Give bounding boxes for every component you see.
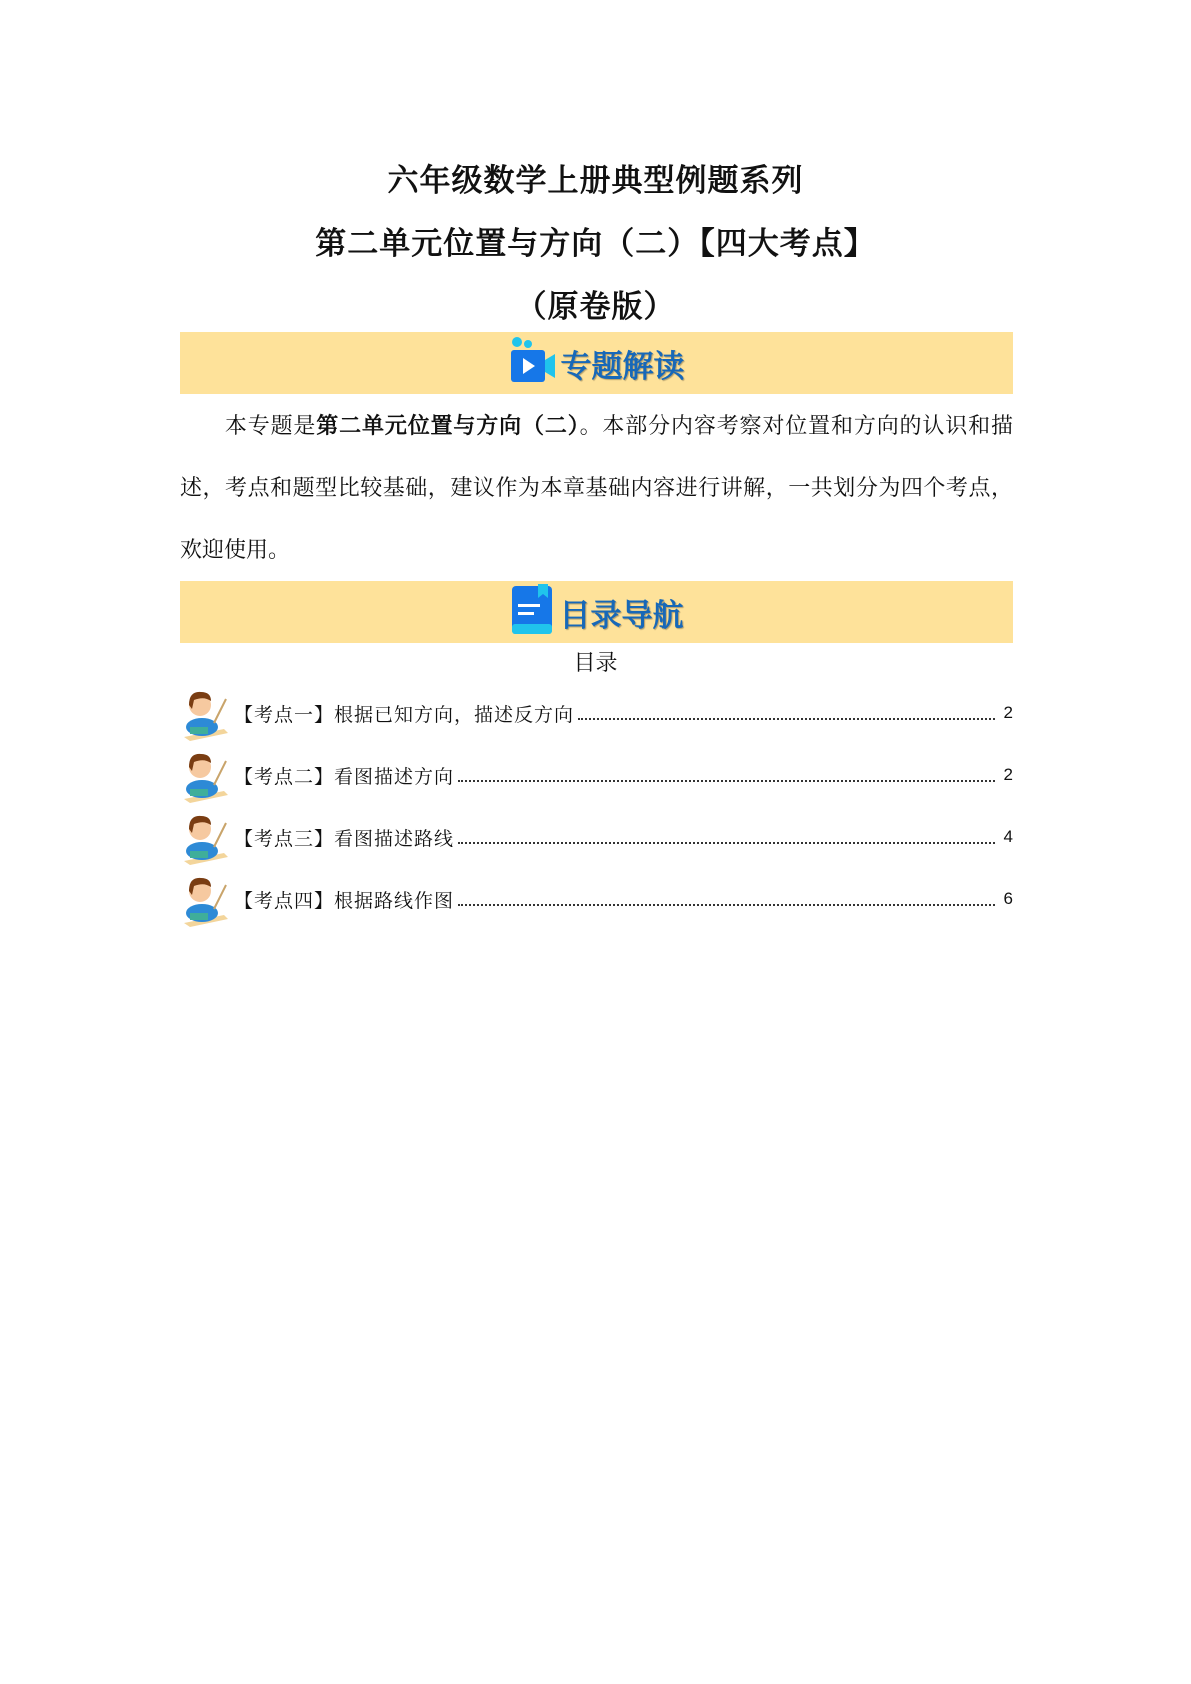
toc-heading: 目录: [573, 651, 618, 676]
toc-item-label: 【考点四】根据路线作图: [234, 889, 455, 912]
intro-text-prefix: 本专题是: [224, 414, 317, 439]
book-icon: [510, 584, 556, 640]
toc-banner-label: 目录导航: [559, 597, 684, 634]
intro-banner: [180, 332, 1013, 394]
teacher-avatar-icon: [180, 871, 230, 927]
teacher-avatar-icon: [180, 747, 230, 803]
toc-item-2[interactable]: [180, 744, 1013, 806]
toc-page-number: 6: [1003, 889, 1013, 908]
toc-page-number: 2: [1003, 703, 1013, 722]
intro-text-rest: 。本部分内容考察对位置和方向的认识和描述，考点和题型比较基础，建议作为本章基础内容进行讲解，一共划分为四个考点，欢迎使用。: [180, 414, 1013, 563]
toc-page-number: 2: [1003, 765, 1013, 784]
toc-item-3[interactable]: [180, 806, 1013, 868]
toc-item-label: 【考点一】根据已知方向，描述反方向: [234, 703, 575, 726]
toc-banner: [180, 581, 1013, 643]
toc-leader-dots: [458, 780, 995, 782]
teacher-avatar-icon: [180, 809, 230, 865]
toc-leader-dots: [458, 904, 995, 906]
document-edition: （原卷版）: [515, 289, 676, 325]
toc-leader-dots: [578, 718, 995, 720]
intro-text-bold: 第二单元位置与方向（二）: [316, 414, 580, 439]
teacher-avatar-icon: [180, 685, 230, 741]
video-camera-icon: [509, 336, 557, 390]
intro-paragraph: [180, 396, 1013, 582]
document-subtitle: 第二单元位置与方向（二）【四大考点】: [315, 226, 876, 262]
toc-leader-dots: [458, 842, 995, 844]
table-of-contents: [180, 682, 1013, 930]
toc-item-label: 【考点二】看图描述方向: [234, 765, 455, 788]
toc-item-4[interactable]: [180, 868, 1013, 930]
toc-page-number: 4: [1003, 827, 1013, 846]
toc-item-label: 【考点三】看图描述路线: [234, 827, 455, 850]
document-title: 六年级数学上册典型例题系列: [387, 163, 804, 199]
intro-banner-label: 专题解读: [560, 348, 685, 385]
toc-item-1[interactable]: [180, 682, 1013, 744]
